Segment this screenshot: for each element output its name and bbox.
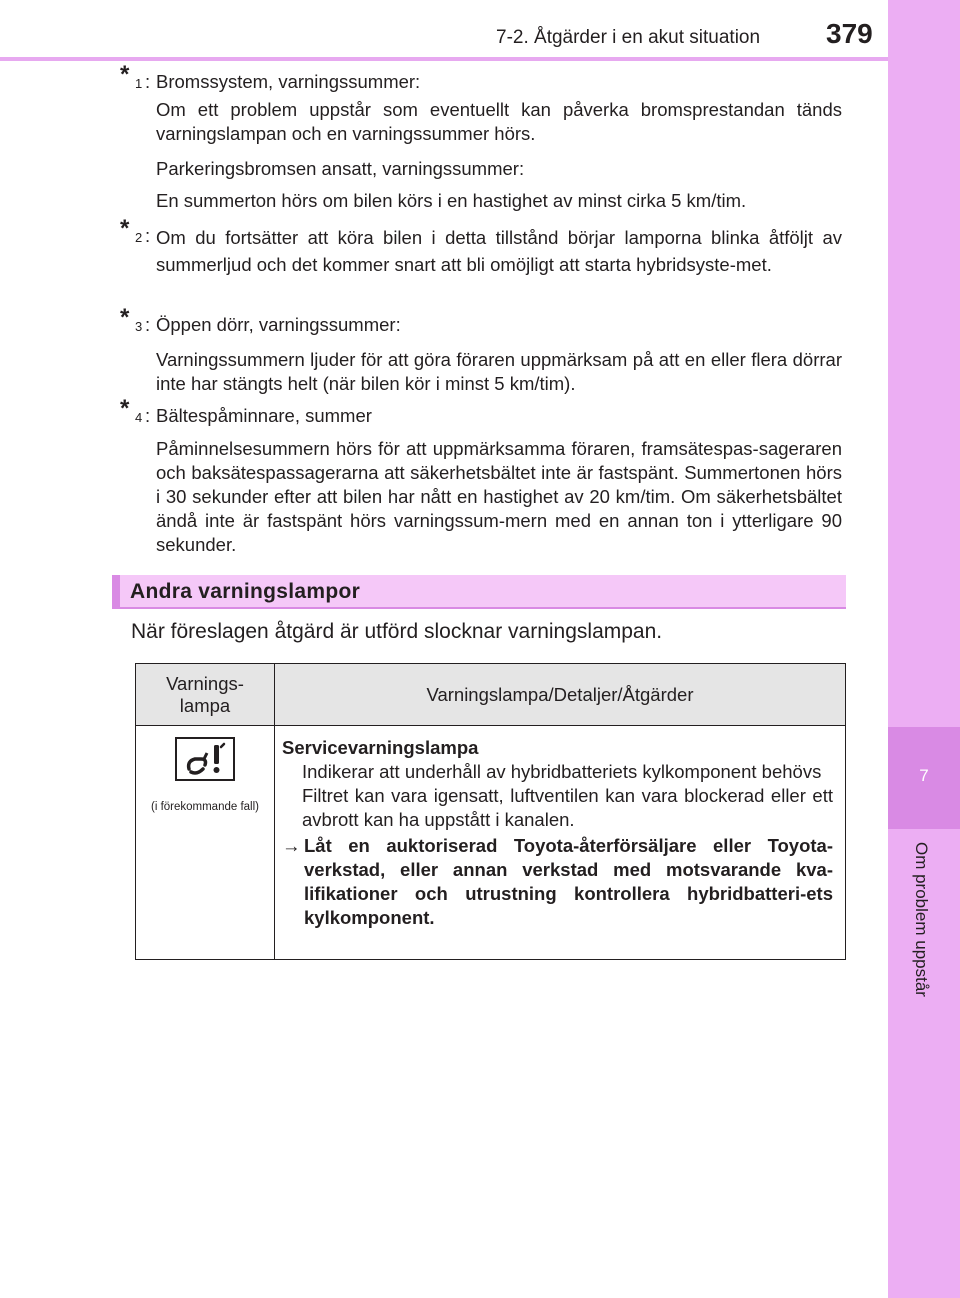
footnote-text: Bältespåminnare, summer bbox=[156, 405, 372, 426]
section-intro: När föreslagen åtgärd är utförd slocknar varningslampan. bbox=[131, 620, 663, 643]
lamp-note: (i förekommande fall) bbox=[150, 801, 259, 813]
column-header-lamp: Varnings- lampa bbox=[136, 664, 275, 726]
footnote-1 bbox=[120, 61, 842, 213]
lamp-action-text: Låt en auktoriserad Toyota-återförsäljare eller Toyota-verkstad, eller annan verkstad med motsvarande kva-lifikationer och utrustning kontrollera hybridbatteri-ets kylkomponent. bbox=[304, 835, 833, 928]
footnote-text: Om du fortsätter att köra bilen i detta tillstånd börjar lamporna blinka åtföljt av summerljud och det kommer snart att bli omöjligt att starta hybridsyste-met. bbox=[156, 227, 842, 275]
hybrid-battery-cooling-warning-icon bbox=[175, 737, 235, 781]
section-banner bbox=[112, 575, 846, 609]
chapter-number: 7 bbox=[919, 766, 929, 785]
footnote-colon: : bbox=[145, 314, 151, 335]
page-number: 379 bbox=[826, 18, 873, 49]
footnote-text: Om ett problem uppstår som eventuellt kan påverka bromsprestandan tänds varningslampan och en varningssummer hörs. bbox=[156, 99, 842, 144]
footnote-text: Varningssummern ljuder för att göra föraren uppmärksam på att en eller flera dörrar inte har stängts helt (när bilen kör i minst 5 km/tim). bbox=[156, 349, 842, 394]
footnote-number: 3 bbox=[135, 319, 143, 334]
header-rule bbox=[0, 57, 888, 61]
chapter-label: Om problem uppstår bbox=[912, 842, 931, 997]
footnote-3 bbox=[120, 304, 842, 396]
table-row bbox=[136, 726, 846, 960]
footnote-text: Öppen dörr, varningssummer: bbox=[156, 314, 401, 335]
footnote-marker: * bbox=[120, 395, 130, 422]
warning-lamp-table bbox=[135, 663, 846, 960]
footnote-text: En summerton hörs om bilen körs i en hastighet av minst cirka 5 km/tim. bbox=[156, 190, 747, 211]
footnote-colon: : bbox=[145, 405, 151, 426]
details-cell bbox=[275, 726, 846, 960]
section-title: 7-2. Åtgärder i en akut situation bbox=[496, 27, 761, 48]
footnote-number: 2 bbox=[135, 230, 143, 245]
footnote-colon: : bbox=[145, 71, 151, 92]
chapter-tab[interactable] bbox=[888, 0, 960, 1298]
lamp-cell bbox=[136, 726, 275, 960]
footnote-text: Parkeringsbromsen ansatt, varningssummer: bbox=[156, 158, 525, 179]
section-heading: Andra varningslampor bbox=[130, 580, 361, 603]
footnote-marker: * bbox=[120, 215, 130, 242]
footnote-marker: * bbox=[120, 304, 130, 331]
footnote-number: 1 bbox=[135, 76, 143, 91]
lamp-action bbox=[282, 834, 833, 940]
footnote-text: Bromssystem, varningssummer: bbox=[156, 71, 421, 92]
lamp-detail: Filtret kan vara igensatt, luftventilen kan vara blockerad eller ett avbrott kan ha uppstått i kanalen. bbox=[302, 785, 833, 830]
footnote-2 bbox=[120, 215, 842, 278]
lamp-detail: Indikerar att underhåll av hybridbatteriets kylkomponent behövs bbox=[302, 761, 822, 782]
arrow-right-icon: → bbox=[282, 835, 301, 856]
table-header-row bbox=[136, 664, 846, 726]
footnote-marker: * bbox=[120, 61, 130, 88]
footnote-number: 4 bbox=[135, 410, 143, 425]
footnote-text: Påminnelsesummern hörs för att uppmärksamma föraren, framsätespas-sageraren och baksätespassagerarna att säkerhetsbältet inte är fastspänt. Summertonen hörs i 30 sekunder efter att bilen har nått en hastighet av 20 km/tim. Om säkerhetsbältet ändå inte är fastspänt hörs varningssum-mern med en annan ton i ytterligare 90 sekunder. bbox=[156, 438, 842, 555]
footnote-4 bbox=[120, 395, 842, 557]
lamp-name: Servicevarningslampa bbox=[282, 737, 479, 758]
column-header-details: Varningslampa/Detaljer/Åtgärder bbox=[275, 664, 846, 726]
footnote-colon: : bbox=[145, 225, 151, 246]
